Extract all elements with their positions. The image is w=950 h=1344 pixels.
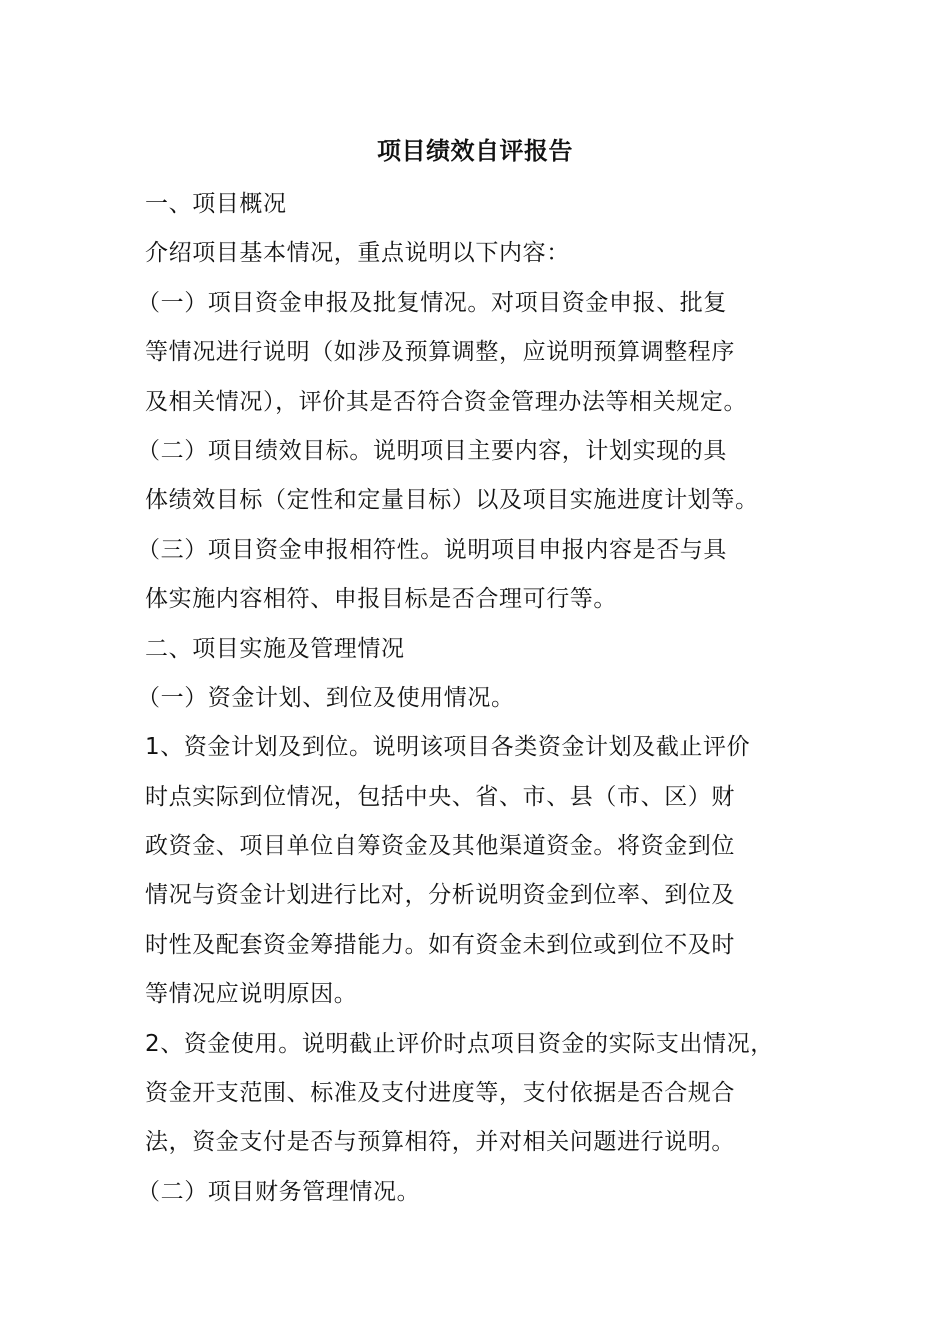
paragraph-line: 资金开支范围、标准及支付进度等，支付依据是否合规合 bbox=[145, 1080, 735, 1107]
subsection-line: （三）项目资金申报相符性。说明项目申报内容是否与具 bbox=[137, 536, 727, 563]
subsection-line: （一）项目资金申报及批复情况。对项目资金申报、批复 bbox=[137, 289, 727, 316]
numbered-item-line: 2、资金使用。说明截止评价时点项目资金的实际支出情况， bbox=[145, 1030, 774, 1057]
numbered-item-line: 1、资金计划及到位。说明该项目各类资金计划及截止评价 bbox=[145, 734, 751, 761]
document-body bbox=[137, 180, 835, 1217]
section-heading-implementation: 二、项目实施及管理情况 bbox=[145, 635, 405, 662]
section-heading-overview: 一、项目概况 bbox=[145, 191, 287, 217]
paragraph-line: 介绍项目基本情况，重点说明以下内容： bbox=[145, 240, 570, 267]
paragraph-line: 体实施内容相符、申报目标是否合理可行等。 bbox=[145, 586, 617, 613]
paragraph-line: 体绩效目标（定性和定量目标）以及项目实施进度计划等。 bbox=[145, 487, 759, 514]
document-title: 项目绩效自评报告 bbox=[377, 137, 573, 165]
paragraph-line: 时点实际到位情况，包括中央、省、市、县（市、区）财 bbox=[145, 783, 735, 810]
subsection-line: （一）资金计划、到位及使用情况。 bbox=[137, 684, 515, 711]
paragraph-line: 法，资金支付是否与预算相符，并对相关问题进行说明。 bbox=[145, 1129, 735, 1156]
paragraph-line: 情况与资金计划进行比对，分析说明资金到位率、到位及 bbox=[145, 882, 735, 909]
subsection-line: （二）项目财务管理情况。 bbox=[137, 1178, 421, 1205]
paragraph-line: 及相关情况），评价其是否符合资金管理办法等相关规定。 bbox=[145, 388, 748, 415]
paragraph-line: 时性及配套资金筹措能力。如有资金未到位或到位不及时 bbox=[145, 931, 735, 958]
paragraph-line: 政资金、项目单位自筹资金及其他渠道资金。将资金到位 bbox=[145, 833, 735, 860]
paragraph-line: 等情况应说明原因。 bbox=[145, 981, 358, 1008]
subsection-line: （二）项目绩效目标。说明项目主要内容，计划实现的具 bbox=[137, 437, 727, 464]
paragraph-line: 等情况进行说明（如涉及预算调整，应说明预算调整程序 bbox=[145, 339, 735, 366]
